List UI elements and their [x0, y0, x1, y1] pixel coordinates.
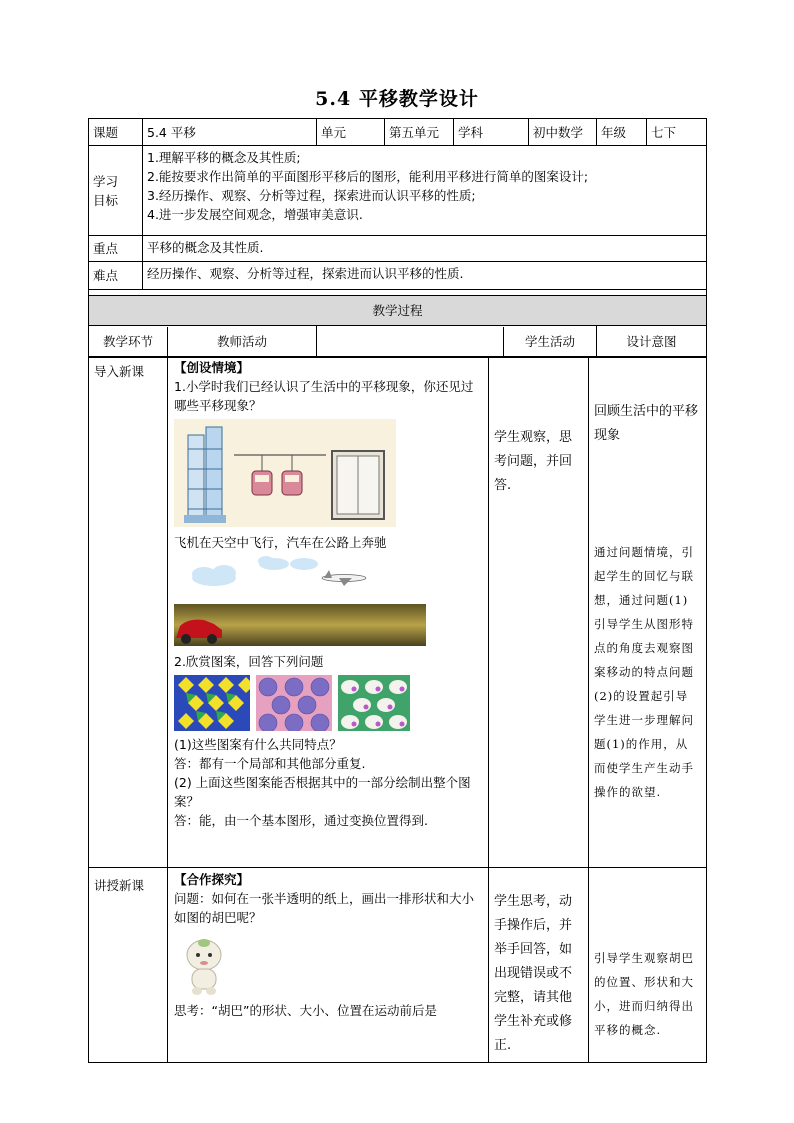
key-point-row	[89, 236, 707, 262]
grade-label: 年级	[597, 119, 647, 146]
objectives-list	[143, 146, 707, 236]
section-heading: 【合作探究】	[174, 872, 250, 887]
thinking-prompt: 思考：“胡巴”的形状、大小、位置在运动前后是	[174, 1003, 437, 1018]
process-header: 教学过程	[89, 296, 707, 326]
student-activity-2: 学生思考，动手操作后，并举手回答，如出现错误或不完整，请其他学生补充或修正.	[494, 894, 573, 1053]
section-heading: 【创设情境】	[174, 360, 250, 375]
grade-value: 七下	[647, 119, 707, 146]
course-value: 5.4 平移	[143, 119, 317, 146]
question-huba: 问题：如何在一张半透明的纸上，画出一排形状和大小如图的胡巴呢？	[174, 891, 475, 925]
col-stage: 教学环节	[89, 327, 168, 357]
objective-item: 1.理解平移的概念及其性质;	[147, 150, 301, 165]
col-student: 学生活动	[503, 327, 596, 357]
flower-pattern-image	[338, 675, 410, 731]
objective-item: 2.能按要求作出简单的平面图形平移后的图形，能利用平移进行简单的图案设计;	[147, 169, 589, 184]
stage-teaching: 讲授新课	[94, 878, 145, 893]
teacher-activity-2	[174, 870, 484, 1020]
lesson-plan-table	[88, 118, 707, 358]
unit-label: 单元	[317, 119, 385, 146]
key-point-value: 平移的概念及其性质.	[143, 236, 707, 262]
intent-2: 引导学生观察胡巴的位置、形状和大小，进而归纳得出平移的概念.	[594, 951, 694, 1037]
difficulty-value: 经历操作、观察、分析等过程，探索进而认识平移的性质.	[143, 262, 707, 290]
plane-clouds-image	[174, 552, 384, 598]
translation-examples-image	[174, 419, 396, 527]
col-teacher-ext	[317, 327, 503, 357]
pattern-images	[174, 675, 484, 731]
teacher-activity-1	[174, 358, 484, 830]
page-title: 5.4 平移教学设计	[315, 88, 479, 110]
sliding-window-icon	[332, 451, 384, 519]
objectives-row	[89, 146, 707, 236]
col-teacher: 教师活动	[216, 334, 267, 349]
difficulty-label: 难点	[89, 262, 143, 290]
cloud-icon	[192, 556, 318, 586]
sub-answer-2: 答：能，由一个基本图形，通过变换位置得到.	[174, 813, 428, 828]
huba-character-image	[182, 933, 226, 997]
col-intent: 设计意图	[597, 326, 707, 358]
course-label: 课题	[89, 119, 143, 146]
question-2: 2.欣赏图案，回答下列问题	[174, 654, 324, 669]
stage-intro: 导入新课	[94, 364, 145, 379]
elevator-tower-icon	[184, 427, 226, 523]
difficulty-row	[89, 262, 707, 290]
subject-value: 初中数学	[529, 119, 597, 146]
car-road-image	[174, 604, 426, 646]
caption-plane-car: 飞机在天空中飞行，汽车在公路上奔驰	[174, 535, 387, 550]
circle-pattern-image	[256, 675, 332, 731]
hexagon-pattern-image	[174, 675, 250, 731]
objective-item: 4.进一步发展空间观念，增强审美意识.	[147, 207, 363, 222]
subject-label: 学科	[454, 119, 529, 146]
process-header-row	[89, 296, 707, 326]
unit-value: 第五单元	[385, 119, 454, 146]
objective-item: 3.经历操作、观察、分析等过程，探索进而认识平移的性质;	[147, 188, 476, 203]
intent-1a: 回顾生活中的平移现象	[594, 404, 699, 443]
sub-question-1: (1)这些图案有什么共同特点？	[174, 737, 342, 752]
intent-1b: 通过问题情境，引起学生的回忆与联想，通过问题(1)引导学生从图形特点的角度去观察图案移动的特点问题(2)的设置起引导学生进一步理解问题(1)的作用，从而使学生产生动手操作的欲望.	[594, 545, 694, 799]
sub-question-2: (2) 上面这些图案能否根据其中的一部分绘制出整个图案？	[174, 775, 471, 809]
column-header-row	[89, 326, 707, 358]
sub-answer-1: 答：都有一个局部和其他部分重复.	[174, 756, 366, 771]
objectives-label: 学习 目标	[89, 146, 143, 236]
cable-car-icon	[234, 455, 326, 495]
info-row	[89, 119, 707, 146]
student-activity-1: 学生观察，思考问题，并回答.	[494, 430, 573, 493]
key-point-label: 重点	[89, 236, 143, 262]
airplane-icon	[322, 570, 366, 586]
question-1: 1.小学时我们已经认识了生活中的平移现象，你还见过哪些平移现象？	[174, 379, 474, 413]
process-body	[88, 356, 706, 1062]
